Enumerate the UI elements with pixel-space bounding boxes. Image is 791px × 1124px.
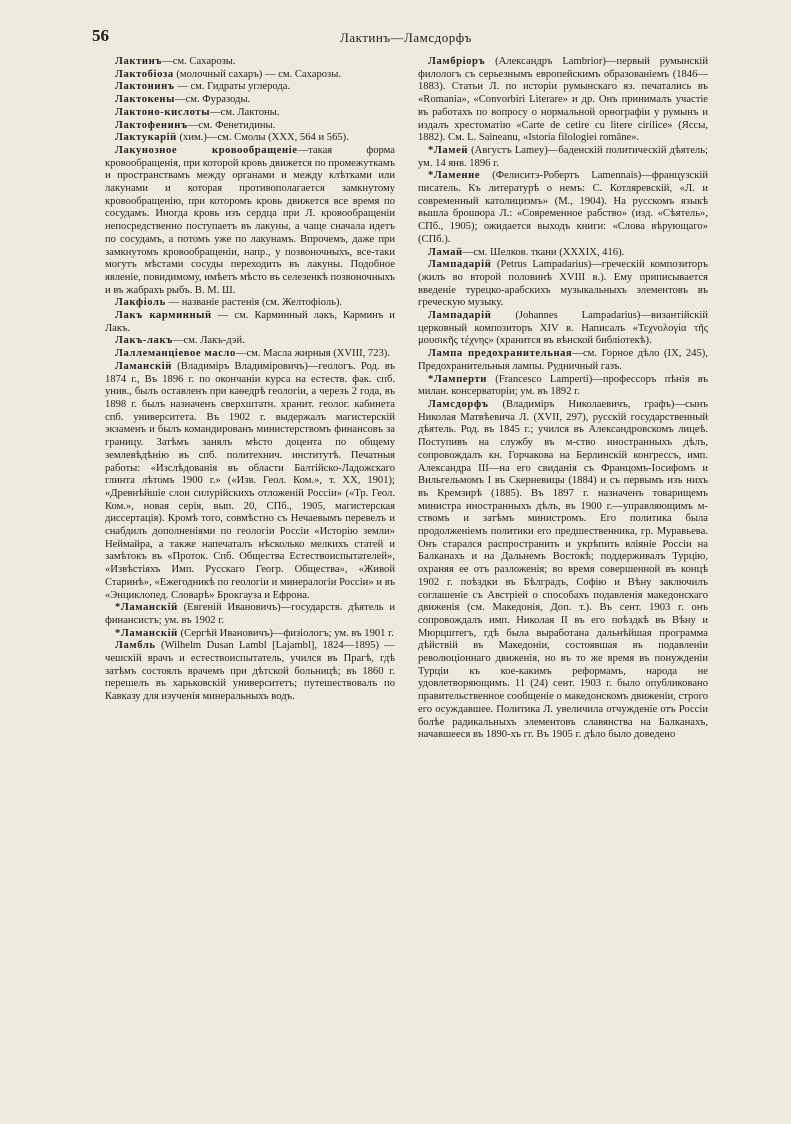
dictionary-entry: [418, 259, 708, 310]
entry-text: (хим.)—см. Смолы (XXX, 564 и 565).: [176, 132, 349, 144]
dictionary-entry: [105, 602, 395, 627]
entry-headword: Лакъ карминный: [115, 310, 212, 322]
dictionary-entry: [418, 56, 708, 145]
dictionary-entry: [105, 628, 395, 641]
dictionary-entry: [105, 69, 395, 82]
entry-headword: Лактобіоза: [115, 68, 174, 80]
dictionary-entry: [418, 145, 708, 170]
dictionary-entry: [418, 399, 708, 742]
entry-text: —см. Фуразоды.: [174, 94, 251, 106]
dictionary-entry: [105, 310, 395, 335]
dictionary-entry: [105, 107, 395, 120]
dictionary-entry: [105, 120, 395, 133]
left-column: [105, 56, 395, 1116]
entry-headword: Лампа предохранительная: [428, 348, 573, 360]
entry-text: (Wilhelm Dusan Lambl [Lajambl], 1824—1895) — чешскій врачъ и естествоиспытатель, учился въ Прагѣ, гдѣ затѣмъ состоялъ врачемъ при дѣтской больницѣ; въ 1860 г. перешелъ въ харьковскій университетъ; путешествовалъ по Кавказу для изученія минеральныхъ водъ.: [105, 640, 395, 703]
entry-text: —см. Фенетидины.: [187, 119, 276, 131]
dictionary-entry: [105, 94, 395, 107]
entry-headword: Лакъ-лакъ: [115, 335, 173, 347]
dictionary-entry: [105, 361, 395, 602]
entry-headword: Ламай: [428, 246, 463, 258]
dictionary-entry: [105, 297, 395, 310]
entry-text: —см. Лактоны.: [210, 106, 280, 118]
entry-headword: Ламсдорфъ: [428, 398, 489, 410]
entry-headword: Лактокены: [115, 94, 175, 106]
entry-text: (Фелиситэ-Робертъ Lamennais)—французскій писатель. Къ литературѣ о немъ: С. Котляревскій, «Л. и современный католицизмъ» (М., 1904). На русскомъ языкѣ вышла брошюра Л.: «Современное рабство» (изд. «Сѣятель», СПб., 1905); ожидается выходъ книги: «Слова вѣрующаго» (СПб.).: [418, 170, 708, 245]
dictionary-entry: [105, 335, 395, 348]
entry-headword: Лактукарій: [115, 132, 177, 144]
entry-text: —см. Лакъ-дэй.: [172, 335, 245, 347]
entry-text: (Владиміръ Николаевичъ, графъ)—сынъ Николая Матвѣевича Л. (XVII, 297), русскій государственный дѣятель. Род. въ 1845 г.; учился въ Александровскомъ лицеѣ. Поступивъ на службу въ м-ство иностранныхъ дѣлъ, сопровождалъ кн. Горчакова на Берлинскій конгрессъ, имп. Александра III—на его свиданія съ Францомъ-Іосифомъ и Вильгельмомъ I въ Скерневицы (1884) и съ первымъ изъ нихъ въ Кремзирѣ (1885). Въ 1897 г. назначенъ товарищемъ министра иностранныхъ дѣлъ, въ 1900 г.—управляющимъ м-ствомъ и затѣмъ министромъ. Его политика была продолженіемъ политики его предшественника, гр. Муравьева. Онъ старался распространить и укрѣпить вліяніе Россіи на Балканахъ и на Дальнемъ Востокѣ; поддерживалъ Турцію, охраняя ее отъ разложенія; во время совершенной въ концѣ 1902 г. поѣздки въ Бѣлградъ, Софію и Вѣну заключилъ соглашеніе съ Австріей о способахъ подавленія македонскаго движенія (см. Македонія, Доп. т.). Въ сент. 1903 г. онъ сопровождалъ имп. Николая II въ его поѣздкѣ въ Вѣну и Мюрцштегъ, гдѣ была выработана дальнѣйшая программа дѣйствій въ Македоніи, состоявшая въ подавленіи революціоннаго движенія, но въ то же время въ понужденіи Турціи къ кое-какимъ реформамъ, народа не удовлетворяющимъ. 11 (24) сент. 1903 г. было опубликовано правительственное сообщеніе о македонскомъ движеніи, строго его осуждавшее. Политика Л. увеличила отчужденіе отъ Россіи болѣе радикальныхъ элементовъ славянства на Балканахъ, начавшееся въ 1890-хъ гг. Въ 1905 г. дѣло было доведено: [418, 398, 708, 741]
entry-text: —см. Горное дѣло (IX, 245), Предохранительныя лампы. Рудничный газъ.: [418, 348, 708, 372]
dictionary-entry: [105, 145, 395, 297]
right-column: [418, 56, 708, 1116]
entry-headword: Лактоно-кислоты: [115, 106, 211, 118]
entry-headword: Ламбріоръ: [428, 56, 486, 67]
dictionary-entry: [418, 348, 708, 373]
dictionary-entry: [105, 640, 395, 704]
dictionary-entry: [105, 348, 395, 361]
entry-text: (Francesco Lamperti)—профессоръ пѣнія въ милан. консерваторіи; ум. въ 1892 г.: [418, 373, 708, 398]
entry-headword: Лактофенинъ: [115, 119, 188, 131]
dictionary-entry: [418, 374, 708, 399]
entry-text: —см. Шелков. ткани (XXXIX, 416).: [462, 246, 625, 258]
entry-text: (Johannes Lampadarius)—византійскій церковный композиторъ XIV в. Написалъ «Τεχνολογία τῆς μουσικῆς τέχνης» (хранится въ вѣнской библіотекѣ).: [418, 310, 708, 347]
entry-text: —см. Сахарозы.: [162, 56, 236, 67]
entry-text: (Сергѣй Ивановичъ)—физіологъ; ум. въ 1901 г.: [177, 627, 394, 639]
running-head: Лактинъ—Ламсдорфъ: [340, 30, 472, 45]
entry-text: — названіе растенія (см. Желтофіоль).: [165, 297, 343, 309]
entry-headword: *Ламперти: [428, 373, 487, 385]
entry-headword: Лактонинъ: [115, 81, 175, 93]
entry-text: —такая форма кровообращенія, при которой кровь движется по промежуткамъ и пространствамъ между органами и между клѣтками или лакунами и которая противополагается замкнутому кровообращенію, при которомъ кровь движется все время по сосудамъ. Иногда кровь изъ сердца при Л. кровообращеніи непосредственно поступаетъ въ лакуны, а чаще сначала идетъ по сосудамъ, а потомъ уже по лакунамъ. Впрочемъ, даже при замкнутомъ кровообращеніи, напр., у позвоночныхъ, все-таки могутъ мѣстами сосуды переходить въ лакуны. Подобное явленіе, повидимому, имѣетъ мѣсто въ селезенкѣ позвоночныхъ и въ жабрахъ рыбъ. В. М. Ш.: [105, 144, 395, 296]
entry-text: (Евгеній Ивановичъ)—государств. дѣятель и финансистъ; ум. въ 1902 г.: [105, 602, 395, 626]
entry-headword: Лампадарій: [428, 259, 492, 271]
dictionary-entry: [105, 56, 395, 69]
entry-headword: Лампадарій: [428, 310, 492, 322]
entry-headword: Лаллеманціевое масло: [115, 348, 236, 360]
entry-headword: *Ламей: [428, 144, 469, 156]
entry-text: (молочный сахаръ) — см. Сахарозы.: [173, 68, 341, 80]
entry-headword: Ламанскій: [115, 360, 172, 372]
dictionary-entry: [105, 81, 395, 94]
entry-text: — см. Гидраты углерода.: [174, 81, 291, 93]
dictionary-entry: [418, 310, 708, 348]
dictionary-entry: [418, 170, 708, 246]
entry-headword: Лактинъ: [115, 56, 163, 67]
dictionary-entry: [418, 247, 708, 260]
entry-text: (Владиміръ Владиміровичъ)—геологъ. Род. въ 1874 г., Въ 1896 г. по окончаніи курса на естеств. фак. спб. унив., былъ оставленъ при каѳедрѣ геологіи, а черезъ 2 года, въ 1898 г. былъ назначенъ сверхштатн. хранит. геолог. кабинета спб. университета. Въ 1902 г. выдержалъ магистерскій экзаменъ и былъ командированъ министерствомъ финансовъ за границу. Затѣмъ занялъ мѣсто доцента по общему землевѣдѣнію въ спб. политехнич. институтѣ. Печатныя работы: «Изслѣдованія въ области Балтійско-Ладожскаго глинта лѣтомъ 1900 г.» («Изв. Геол. Ком.», т. XX, 1901); «Древнѣйшіе слои силурійскихъ отложеній Россіи» («Тр. Геол. Ком.», новая серія, вып. 20, СПб., 1905, магистерская диссертація). Кромѣ того, совмѣстно съ Нечаевымъ перевелъ и снабдилъ дополненіями по геологіи Россіи «Исторію земли» Неймайра, а также напечаталъ нѣсколько мелкихъ статей и замѣтокъ въ «Проток. Спб. Общества Естествоиспытателей», «Извѣстіяхъ Имп. Русскаго Геогр. Общества», «Живой Старинѣ», «Ежегодникѣ по геологіи и минералогіи Россіи» и въ «Энциклопед. Словарѣ» Брокгауза и Ефрона.: [105, 360, 395, 601]
entry-headword: *Ламанскій: [115, 602, 178, 614]
page-number: 56: [92, 26, 109, 45]
entry-text: (Августъ Lamey)—баденскій политическій дѣятель; ум. 14 янв. 1896 г.: [418, 144, 708, 169]
entry-headword: Лакфіоль: [115, 297, 166, 309]
entry-headword: Ламбль: [115, 640, 156, 652]
entry-text: — см. Карминный лакъ, Карминъ и Лакъ.: [105, 310, 395, 334]
entry-text: (Petrus Lampadarius)—греческій композиторъ (жилъ во второй половинѣ XVIII в.). Ему приписывается введеніе турецко-арабскихъ музыкальныхъ элементовъ въ греческую музыку.: [418, 259, 708, 309]
entry-text: —см. Масла жирныя (XVIII, 723).: [235, 348, 390, 360]
dictionary-entry: [105, 132, 395, 145]
entry-headword: *Ламенне: [428, 170, 481, 182]
entry-headword: Лакунозное кровообращеніе: [115, 144, 298, 156]
entry-text: (Александръ Lambrior)—первый румынскій филологъ съ серьезнымъ европейскимъ образованіемъ (1846—1883). Статьи Л. по исторіи румынскаго яз. печатались въ «Romania», «Convorbiri Literare» и др. Онъ принималъ участіе въ работахъ по вопросу о нормальной орѳографіи у румынъ и издалъ хрестоматію «Carte de cetire cu litere cirilice» (Яссы, 1882). См. L. Saineanu, «Istoria filologiei române».: [418, 56, 708, 144]
entry-headword: *Ламанскій: [115, 627, 178, 639]
